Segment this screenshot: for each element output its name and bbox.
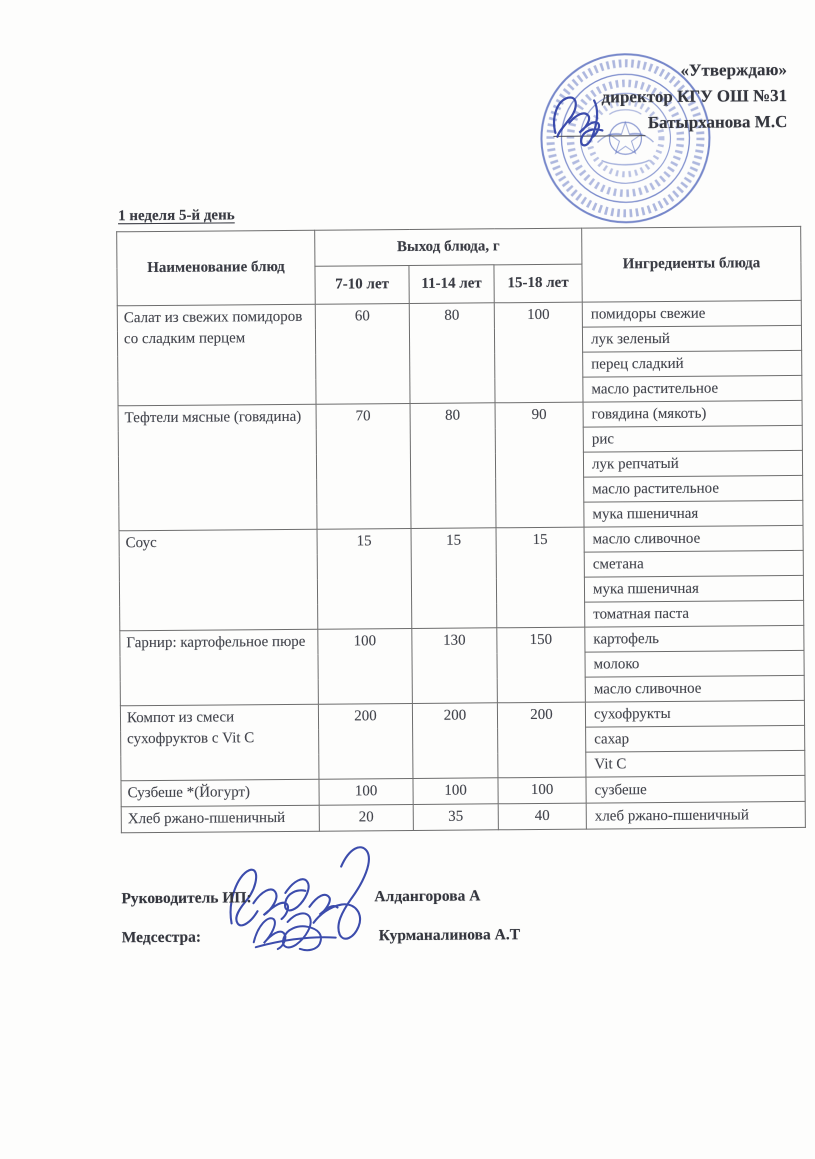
- menu-table-body: [117, 300, 805, 832]
- nurse-role-label: Медсестра:: [121, 928, 202, 947]
- ingredient-cell: томатная паста: [585, 600, 804, 627]
- period-label: 1 неделя 5-й день: [117, 207, 235, 225]
- col-header-age-15-18: 15-18 лет: [494, 264, 582, 303]
- menu-table: [116, 226, 806, 833]
- col-header-age-11-14: 11-14 лет: [409, 265, 494, 304]
- ingredient-cell: перец сладкий: [583, 350, 802, 377]
- portion-value-cell: 100: [318, 628, 413, 704]
- ingredient-cell: молоко: [585, 650, 804, 677]
- ingredient-cell: мука пшеничная: [584, 575, 803, 602]
- portion-value-cell: 200: [318, 703, 413, 779]
- ingredient-cell: помидоры свежие: [582, 300, 801, 327]
- dish-name-cell: Салат из свежих помидоров со сладким перцем: [117, 304, 316, 406]
- ingredient-cell: сметана: [584, 550, 803, 577]
- nurse-name: Курманалинова А.Т: [378, 926, 521, 945]
- nurse-signature-icon: [245, 902, 343, 959]
- header-row-1: [117, 226, 801, 267]
- portion-value-cell: 100: [319, 778, 413, 805]
- portion-value-cell: 80: [410, 403, 496, 529]
- portion-value-cell: 15: [496, 527, 585, 628]
- ingredient-cell: лук репчатый: [583, 450, 802, 477]
- dish-name-cell: Тефтели мясные (говядина): [118, 404, 317, 531]
- approval-line-1: «Утверждаю»: [680, 60, 787, 80]
- portion-value-cell: 40: [498, 803, 586, 830]
- col-header-output: Выход блюда, г: [315, 228, 582, 266]
- footer-signatures: [121, 883, 702, 1018]
- ingredient-cell: сузбеше: [586, 775, 805, 803]
- manager-role-label: Руководитель ИП:: [121, 889, 252, 908]
- table-row: [121, 801, 805, 832]
- portion-value-cell: 130: [412, 628, 498, 704]
- ingredient-cell: Vit C: [586, 750, 805, 777]
- dish-name-cell: Компот из смеси сухофруктов с Vit C: [120, 704, 319, 781]
- ingredient-cell: масло сливочное: [584, 525, 803, 552]
- ingredient-cell: сахар: [586, 725, 805, 752]
- col-header-ingredients: Ингредиенты блюда: [582, 226, 802, 302]
- dish-name-cell: Гарнир: картофельное пюре: [120, 629, 319, 706]
- portion-value-cell: 200: [497, 702, 586, 778]
- director-name: Батырханова М.С: [647, 112, 788, 133]
- ingredient-cell: мука пшеничная: [584, 500, 803, 527]
- portion-value-cell: 100: [494, 302, 583, 403]
- menu-table-head: [117, 226, 802, 305]
- portion-value-cell: 90: [495, 402, 584, 528]
- dish-name-cell: Соус: [119, 529, 318, 631]
- portion-value-cell: 100: [413, 778, 498, 805]
- portion-value-cell: 35: [413, 804, 498, 831]
- portion-value-cell: 15: [411, 528, 497, 629]
- ingredient-cell: говядина (мякоть): [583, 400, 802, 427]
- ingredient-cell: хлеб ржано-пшеничный: [586, 801, 805, 829]
- dish-name-cell: Хлеб ржано-пшеничный: [121, 805, 319, 833]
- ingredient-cell: рис: [583, 425, 802, 452]
- ingredient-cell: сухофрукты: [585, 700, 804, 727]
- portion-value-cell: 150: [497, 627, 586, 703]
- portion-value-cell: 100: [498, 777, 586, 804]
- nurse-row: [121, 926, 521, 948]
- portion-value-cell: 20: [319, 804, 413, 831]
- portion-value-cell: 80: [409, 303, 495, 404]
- portion-value-cell: 15: [317, 528, 412, 629]
- ingredient-cell: масло сливочное: [585, 675, 804, 702]
- ingredient-cell: масло растительное: [584, 475, 803, 502]
- col-header-age-7-10: 7-10 лет: [315, 265, 409, 304]
- ingredient-cell: масло растительное: [583, 375, 802, 402]
- manager-row: [121, 887, 481, 908]
- dish-name-cell: Сузбеше *(Йогурт): [121, 779, 319, 807]
- director-signature-icon: [547, 86, 622, 151]
- portion-value-cell: 200: [412, 703, 498, 779]
- portion-value-cell: 70: [316, 403, 411, 529]
- portion-value-cell: 60: [315, 303, 410, 404]
- manager-name: Алдангорова А: [374, 887, 481, 906]
- ingredient-cell: лук зеленый: [582, 325, 801, 352]
- ingredient-cell: картофель: [585, 625, 804, 652]
- approval-line-2: директор КГУ ОШ №31: [601, 86, 788, 107]
- col-header-dish: Наименование блюд: [117, 230, 316, 306]
